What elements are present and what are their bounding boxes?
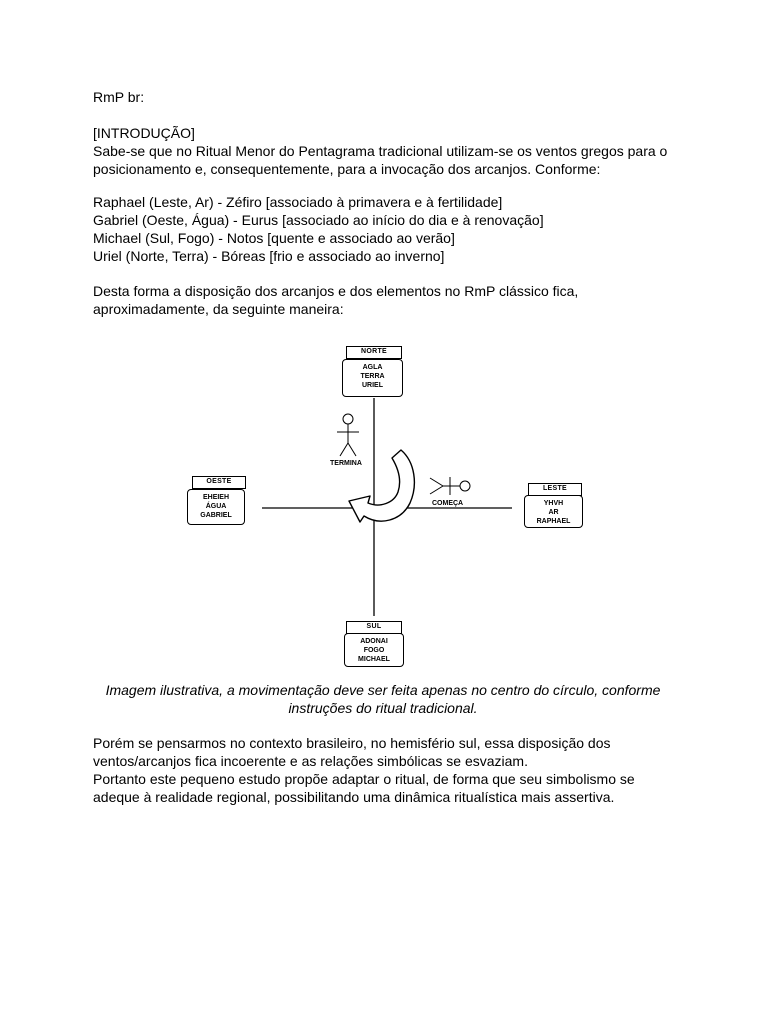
intro-line: Sabe-se que no Ritual Menor do Pentagrama tradicional utilizam-se os ventos gregos para o bbox=[93, 143, 668, 159]
east-element-line: AR bbox=[548, 509, 559, 516]
east-box bbox=[524, 495, 583, 528]
west-name-line: EHEIEH bbox=[202, 494, 230, 501]
caption-line: instruções do ritual tradicional. bbox=[288, 700, 478, 716]
start-label: COMEÇA bbox=[432, 500, 464, 507]
intro-line: posicionamento e, consequentemente, para a invocação dos arcanjos. Conforme: bbox=[93, 161, 601, 177]
west-element-line: ÁGUA bbox=[205, 503, 227, 510]
figure-start-icon bbox=[430, 477, 470, 495]
closing-paragraph bbox=[93, 734, 693, 806]
south-archangel-line: MICHAEL bbox=[358, 656, 390, 663]
intro-tag: [INTRODUÇÃO] bbox=[93, 125, 195, 141]
closing-line: adeque à realidade regional, possibilitando uma dinâmica ritualística mais assertiva. bbox=[93, 789, 615, 805]
caption-line: Imagem ilustrativa, a movimentação deve ser feita apenas no centro do círculo, conforme bbox=[105, 682, 661, 698]
south-box-header: SUL bbox=[346, 621, 402, 634]
archangel-item-gabriel: Gabriel (Oeste, Água) - Eurus [associado ao início do dia e à renovação] bbox=[93, 212, 544, 228]
south-element-line: FOGO bbox=[363, 647, 385, 654]
west-box bbox=[187, 489, 245, 525]
north-box-header: NORTE bbox=[346, 346, 402, 359]
east-name-line: YHVH bbox=[543, 500, 564, 507]
closing-line: Porém se pensarmos no contexto brasileiro, no hemisfério sul, essa disposição dos bbox=[93, 735, 611, 751]
document-heading: RmP br: bbox=[93, 89, 145, 105]
south-name-line: ADONAI bbox=[360, 638, 388, 645]
figure-caption bbox=[93, 681, 673, 717]
end-label: TERMINA bbox=[330, 460, 362, 467]
west-archangel-line: GABRIEL bbox=[200, 512, 232, 519]
north-element-line: TERRA bbox=[360, 373, 385, 380]
layout-line: aproximadamente, da seguinte maneira: bbox=[93, 301, 344, 317]
archangel-item-raphael: Raphael (Leste, Ar) - Zéfiro [associado à primavera e à fertilidade] bbox=[93, 194, 503, 210]
north-box bbox=[342, 359, 403, 397]
east-box-header: LESTE bbox=[528, 483, 582, 496]
north-name-line: AGLA bbox=[362, 364, 383, 371]
east-archangel-line: RAPHAEL bbox=[536, 518, 571, 525]
closing-line: Portanto este pequeno estudo propõe adaptar o ritual, de forma que seu simbolismo se bbox=[93, 771, 635, 787]
south-box bbox=[344, 633, 404, 667]
layout-line: Desta forma a disposição dos arcanjos e dos elementos no RmP clássico fica, bbox=[93, 283, 579, 299]
archangel-item-uriel: Uriel (Norte, Terra) - Bóreas [frio e associado ao inverno] bbox=[93, 248, 445, 264]
archangel-item-michael: Michael (Sul, Fogo) - Notos [quente e associado ao verão] bbox=[93, 230, 455, 246]
north-archangel-line: URIEL bbox=[362, 382, 383, 389]
west-box-header: OESTE bbox=[192, 476, 246, 489]
closing-line: ventos/arcanjos fica incoerente e as relações simbólicas se esvaziam. bbox=[93, 753, 528, 769]
figure-end-icon bbox=[337, 414, 359, 456]
